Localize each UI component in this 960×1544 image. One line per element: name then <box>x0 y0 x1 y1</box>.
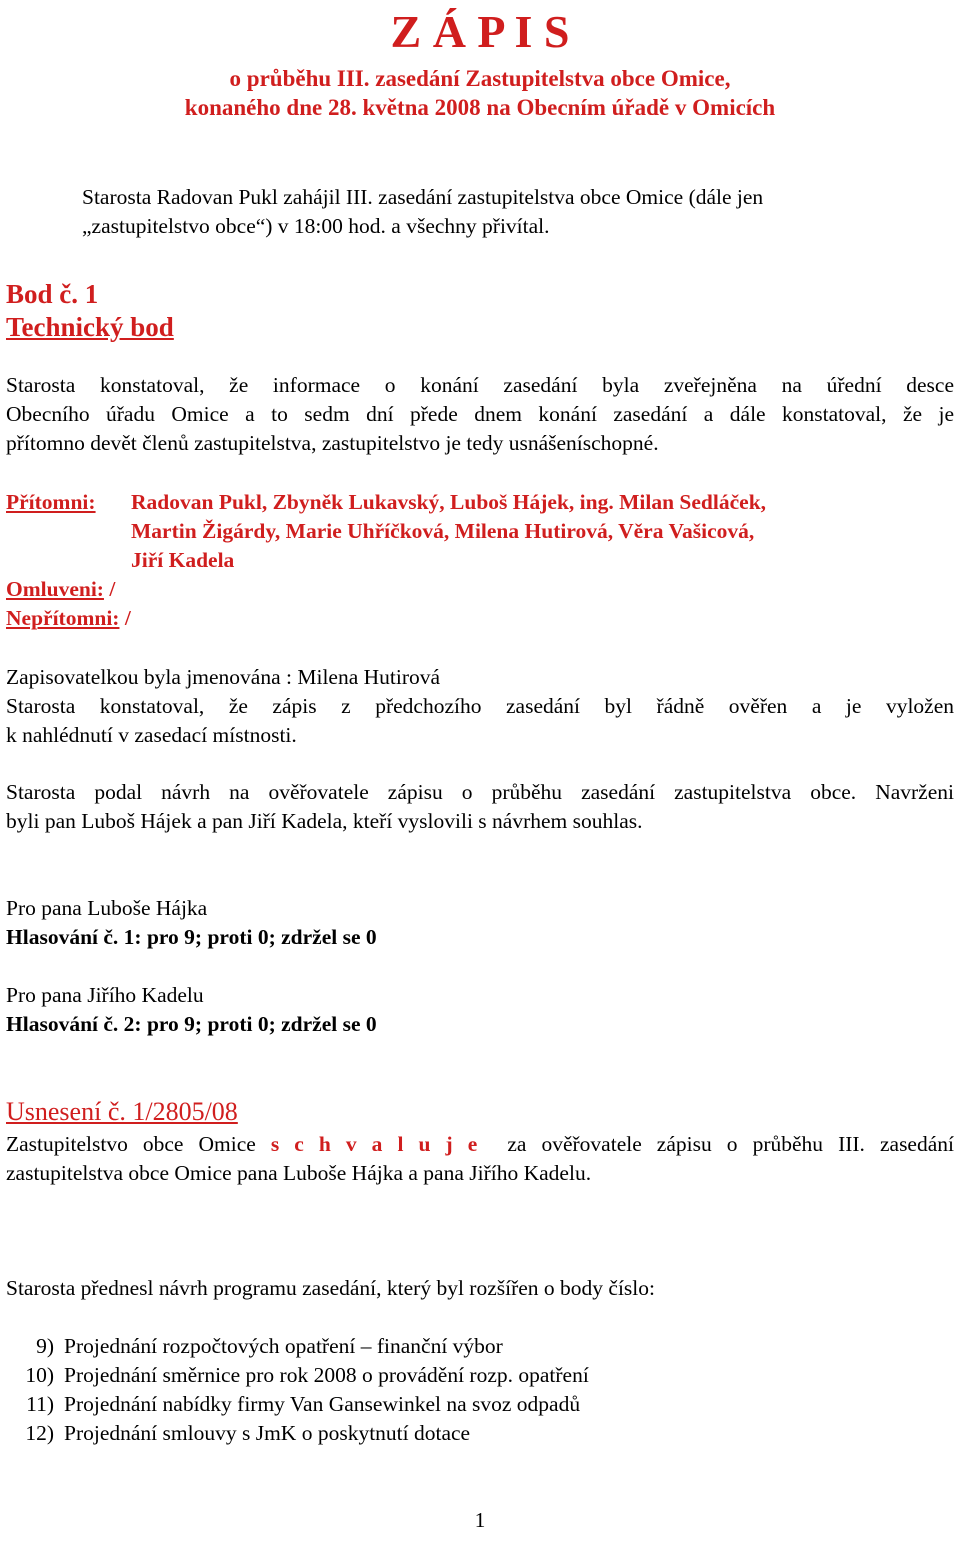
program-item-number: 12) <box>25 1421 54 1445</box>
recorder-paragraph <box>6 663 954 750</box>
resolution-line-1-a: Zastupitelstvo obce Omice <box>6 1132 271 1156</box>
excused-label: Omluveni: <box>6 577 104 601</box>
program-item-text: Projednání nabídky firmy Van Gansewinkel na svoz odpadů <box>64 1392 581 1416</box>
page-number: 1 <box>474 1508 486 1532</box>
bod-number: Bod č. 1 <box>6 279 99 309</box>
resolution-line-1 <box>6 1130 954 1159</box>
absent-label: Nepřítomni: <box>6 606 120 630</box>
excused-value: / <box>109 577 116 601</box>
program-item-number: 10) <box>25 1363 54 1387</box>
program-item-text: Projednání rozpočtových opatření – finanční výbor <box>64 1334 503 1358</box>
document-title: Z Á P I S <box>390 6 570 57</box>
absent-value: / <box>124 606 131 630</box>
vote-1-label: Pro pana Luboše Hájka <box>6 896 208 920</box>
resolution-verb: s c h v a l u j e <box>270 1132 478 1156</box>
absent-row <box>6 604 131 633</box>
program-item <box>0 1390 580 1419</box>
statement-line-2: Obecního úřadu Omice a to sedm dní přede dnem konání zasedání a dále konstatoval, že je <box>6 402 954 426</box>
program-item <box>0 1332 503 1361</box>
statement-line-3: přítomno devět členů zastupitelstva, zastupitelstvo je tedy usnášeníschopné. <box>6 431 659 455</box>
statement-paragraph <box>6 371 954 458</box>
subtitle-line-2: konaného dne 28. května 2008 na Obecním úřadě v Omicích <box>184 95 776 120</box>
recorder-line-1: Zapisovatelkou byla jmenována : Milena Hutirová <box>6 665 441 689</box>
vote-2-label: Pro pana Jiřího Kadelu <box>6 983 204 1007</box>
excused-row <box>6 575 115 604</box>
vote-2-result: Hlasování č. 2: pro 9; proti 0; zdržel se 0 <box>6 1012 377 1036</box>
present-label: Přítomni: <box>6 490 96 514</box>
recorder-line-2: Starosta konstatoval, že zápis z předchozího zasedání byl řádně ověřen a je vyložen <box>6 694 954 718</box>
recorder-line-3: k nahlédnutí v zasedací místnosti. <box>6 723 297 747</box>
present-line-3: Jiří Kadela <box>131 548 235 572</box>
subtitle-line-1: o průběhu III. zasedání Zastupitelstva obce Omice, <box>229 66 731 91</box>
statement-line-1: Starosta konstatoval, že informace o konání zasedání byla zveřejněna na úřední desce <box>6 373 954 397</box>
resolution-paragraph <box>6 1130 954 1188</box>
proposal-paragraph <box>6 778 954 836</box>
proposal-line-2: byli pan Luboš Hájek a pan Jiří Kadela, kteří vyslovili s návrhem souhlas. <box>6 809 643 833</box>
proposal-line-1: Starosta podal návrh na ověřovatele zápisu o průběhu zasedání zastupitelstva obce. Navrženi <box>6 780 954 804</box>
program-item-text: Projednání smlouvy s JmK o poskytnutí dotace <box>64 1421 471 1445</box>
resolution-title: Usnesení č. 1/2805/08 <box>6 1097 238 1126</box>
resolution-line-1-c: za ověřovatele zápisu o průběhu III. zasedání <box>477 1132 954 1156</box>
bod-title: Technický bod <box>6 312 174 342</box>
program-item <box>0 1361 589 1390</box>
program-intro: Starosta přednesl návrh programu zasedání, který byl rozšířen o body číslo: <box>6 1276 655 1300</box>
program-item-text: Projednání směrnice pro rok 2008 o provádění rozp. opatření <box>64 1363 589 1387</box>
intro-line-2: „zastupitelstvo obce“) v 18:00 hod. a všechny přivítal. <box>82 214 550 238</box>
present-line-2: Martin Žigárdy, Marie Uhříčková, Milena Hutirová, Věra Vašicová, <box>131 519 755 543</box>
intro-line-1: Starosta Radovan Pukl zahájil III. zasedání zastupitelstva obce Omice (dále jen <box>82 185 764 209</box>
program-item <box>0 1419 470 1448</box>
resolution-line-2: zastupitelstva obce Omice pana Luboše Hájka a pana Jiřího Kadelu. <box>6 1161 592 1185</box>
program-item-number: 11) <box>26 1392 54 1416</box>
vote-1-result: Hlasování č. 1: pro 9; proti 0; zdržel se 0 <box>6 925 377 949</box>
program-item-number: 9) <box>36 1334 54 1358</box>
present-line-1: Radovan Pukl, Zbyněk Lukavský, Luboš Hájek, ing. Milan Sedláček, <box>131 490 767 514</box>
